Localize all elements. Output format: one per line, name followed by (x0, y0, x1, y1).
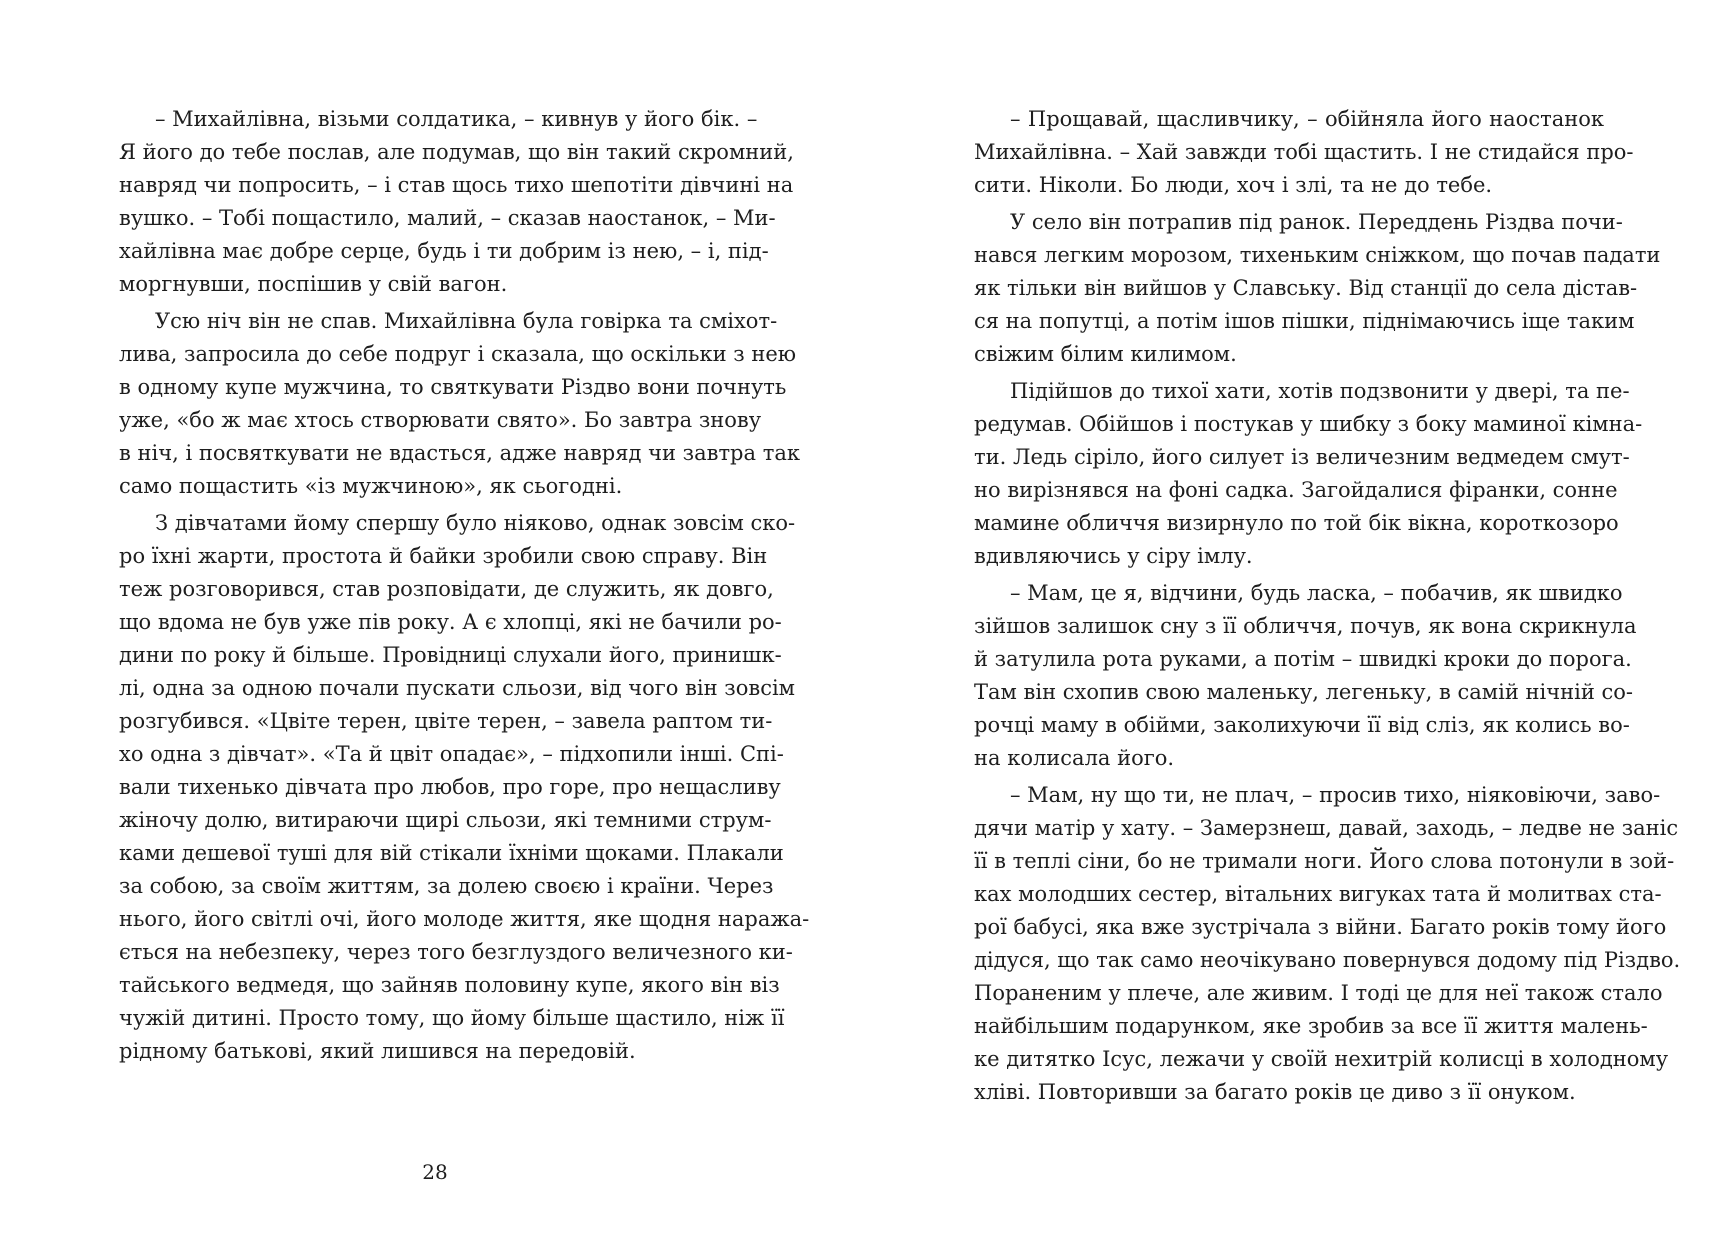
text-line: вушко. – Тобі пощастило, малий, – сказав наостанок, – Ми- (119, 206, 776, 230)
text-line: лі, одна за одною почали пускати сльози, від чого він зовсім (119, 676, 796, 700)
text-line: теж розговорився, став розповідати, де служить, як довго, (119, 577, 774, 601)
text-line: що вдома не був уже пів року. А є хлопці, які не бачили ро- (119, 610, 782, 634)
text-line: дідуся, що так само неочікувано повернувся додому під Різдво. (974, 948, 1681, 972)
text-line: вдивляючись у сіру імлу. (974, 544, 1253, 568)
right-page-text (974, 103, 1681, 1109)
text-line: З дівчатами йому спершу було ніяково, однак зовсім ско- (155, 511, 796, 535)
text-line: ках молодших сестер, вітальних вигуках тата й молитвах ста- (974, 882, 1662, 906)
text-line: Усю ніч він не спав. Михайлівна була говірка та сміхот- (155, 309, 778, 333)
text-line: дини по року й більше. Провідниці слухали його, принишк- (119, 643, 782, 667)
left-page-text (119, 103, 810, 1068)
text-line: Пораненим у плече, але живим. І тоді це для неї також стало (974, 981, 1663, 1005)
text-line: мамине обличчя визирнуло по той бік вікна, короткозоро (974, 511, 1619, 535)
text-line: моргнувши, поспішив у свій вагон. (119, 272, 508, 296)
text-line: ти. Ледь сіріло, його силует із величезним ведмедем смут- (974, 445, 1630, 469)
text-line: чужій дитині. Просто тому, що йому більше щастило, ніж її (119, 1006, 785, 1030)
text-line: Я його до тебе послав, але подумав, що він такий скромний, (119, 140, 794, 164)
text-line: як тільки він вийшов у Славську. Від станції до села дістав- (974, 276, 1638, 300)
text-line: в одному купе мужчина, то святкувати Різдво вони почнуть (119, 375, 787, 399)
text-line: ро їхні жарти, простота й байки зробили свою справу. Він (119, 544, 768, 568)
text-line: сити. Ніколи. Бо люди, хоч і злі, та не до тебе. (974, 173, 1493, 197)
text-line: хліві. Повторивши за багато років це диво з її онуком. (974, 1080, 1576, 1104)
text-line: за собою, за своїм життям, за долею своєю і країни. Через (119, 874, 774, 898)
text-line: розгубився. «Цвіте терен, цвіте терен, – завела раптом ти- (119, 709, 773, 733)
text-line: рідному батькові, який лишився на передовій. (119, 1039, 636, 1063)
text-line: рої бабусі, яка вже зустрічала з війни. Багато років тому його (974, 915, 1667, 939)
text-line: рочці маму в обійми, заколихуючи її від сліз, як колись во- (974, 713, 1630, 737)
text-line: – Михайлівна, візьми солдатика, – кивнув у його бік. – (155, 107, 758, 131)
text-line: нався легким морозом, тихеньким сніжком, що почав падати (974, 243, 1661, 267)
text-line: ками дешевої туші для вій стікали їхніми щоками. Плакали (119, 841, 784, 865)
text-line: но вирізнявся на фоні садка. Загойдалися фіранки, сонне (974, 478, 1618, 502)
text-line: само пощастить «із мужчиною», як сьогодні. (119, 474, 623, 498)
text-line: редумав. Обійшов і постукав у шибку з боку маминої кімна- (974, 412, 1643, 436)
text-line: уже, «бо ж має хтось створювати свято». Бо завтра знову (119, 408, 762, 432)
text-line: ється на небезпеку, через того безглуздого величезного ки- (119, 940, 793, 964)
text-line: зійшов залишок сну з її обличчя, почув, як вона скрикнула (974, 614, 1637, 638)
text-line: нього, його світлі очі, його молоде життя, яке щодня наража- (119, 907, 810, 931)
text-line: ся на попутці, а потім ішов пішки, піднімаючись іще таким (974, 309, 1635, 333)
text-line: – Прощавай, щасливчику, – обійняла його наостанок (1010, 107, 1604, 131)
text-line: свіжим білим килимом. (974, 342, 1237, 366)
page-number: 28 (422, 1160, 448, 1184)
text-line: Там він схопив свою маленьку, легеньку, в самій нічній со- (974, 680, 1633, 704)
text-line: її в теплі сіни, бо не тримали ноги. Його слова потонули в зой- (974, 849, 1675, 873)
text-line: жіночу долю, витираючи щирі сльози, які темними струм- (119, 808, 772, 832)
text-line: ке дитятко Ісус, лежачи у своїй нехитрій колисці в холодному (974, 1047, 1669, 1071)
text-line: на колисала його. (974, 746, 1175, 770)
text-line: – Мам, ну що ти, не плач, – просив тихо, ніяковіючи, заво- (1010, 783, 1661, 807)
text-line: найбільшим подарунком, яке зробив за все її життя малень- (974, 1014, 1648, 1038)
text-line: У село він потрапив під ранок. Переддень Різдва почи- (1010, 210, 1623, 234)
text-line: навряд чи попросить, – і став щось тихо шепотіти дівчині на (119, 173, 794, 197)
text-line: тайського ведмедя, що зайняв половину купе, якого він віз (119, 973, 780, 997)
text-line: й затулила рота руками, а потім – швидкі кроки до порога. (974, 647, 1632, 671)
text-line: дячи матір у хату. – Замерзнеш, давай, заходь, – ледве не заніс (974, 816, 1679, 840)
text-line: Підійшов до тихої хати, хотів подзвонити у двері, та пе- (1010, 379, 1630, 403)
text-line: вали тихенько дівчата про любов, про горе, про нещасливу (119, 775, 781, 799)
text-line: – Мам, це я, відчини, будь ласка, – побачив, як швидко (1010, 581, 1623, 605)
text-line: хайлівна має добре серце, будь і ти добрим із нею, – і, під- (119, 239, 769, 263)
text-line: Михайлівна. – Хай завжди тобі щастить. І не стидайся про- (974, 140, 1634, 164)
text-line: лива, запросила до себе подруг і сказала, що оскільки з нею (119, 342, 797, 366)
text-line: хо одна з дівчат». «Та й цвіт опадає», – підхопили інші. Спі- (119, 742, 784, 766)
text-line: в ніч, і посвяткувати не вдасться, адже навряд чи завтра так (119, 441, 800, 465)
